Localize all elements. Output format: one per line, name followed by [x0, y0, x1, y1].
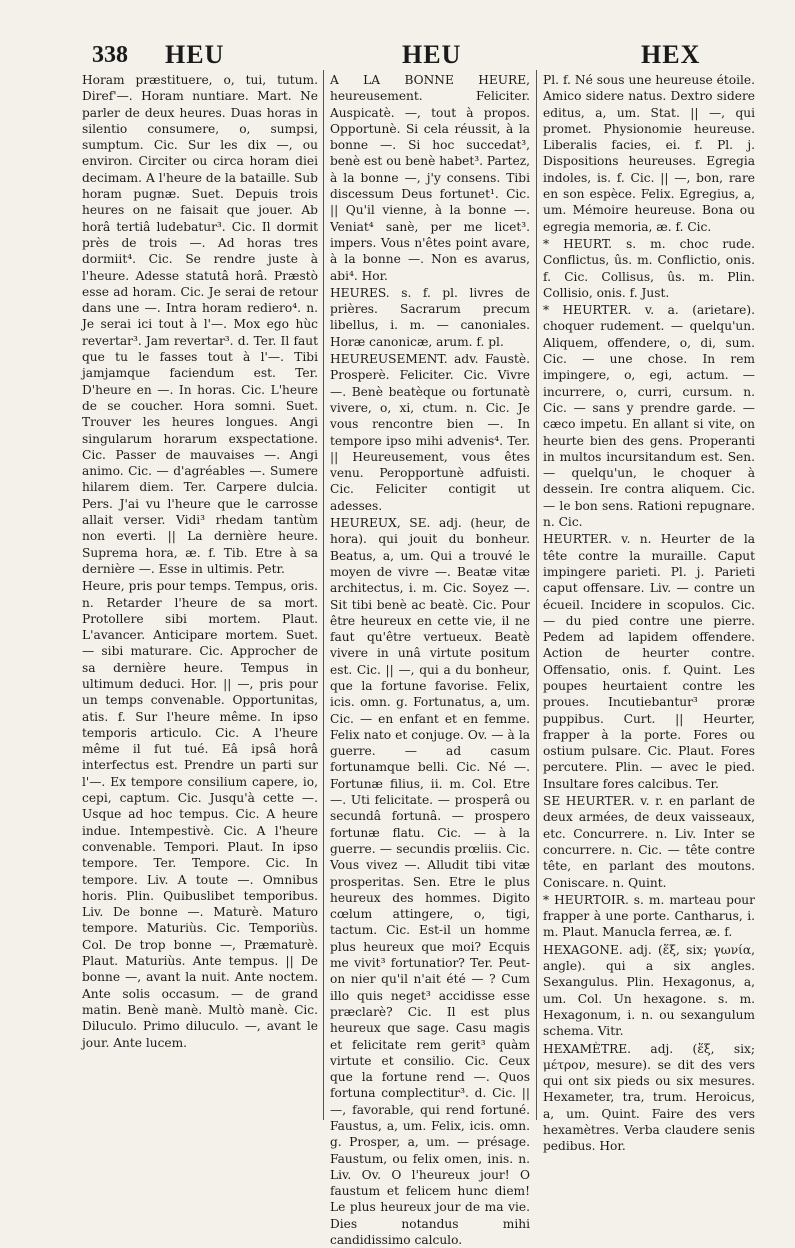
- entry-heureux: HEUREUX, SE. adj. (heur, de hora). qui jouit du bonheur. Beatus, a, um. Qui a trouvé le moyen de vivre —. Beatæ vitæ architectus, i. m. Cic. Soyez —. Sit tibi benè ac beatè. Cic. Pour être heureux en cette vie, il ne faut qu'être vertueux. Beatè vivere in unâ virtute positum est. Cic. || —, qui a du bonheur, que la fortune favorise. Felix, icis. omn. g. Fortunatus, a, um. Cic. — en enfant et en femme. Felix nato et conjuge. Ov. — à la guerre. — ad casum fortunamque belli. Cic. Né —. Fortunæ filius, ii. m. Col. Etre —. Uti felicitate. — prosperâ ou secundâ fortunâ. — prospero fortunæ flatu. Cic. — à la guerre. — secundis prœliis. Cic. Vous vivez —. Alludit tibi vitæ prosperitas. Sen. Etre le plus heureux des hommes. Digito cœlum attingere, o, tigi, tactum. Cic. Est-il un homme plus heureux que moi? Ecquis me vivit³ fortunatior? Ter. Peut-on nier qu'il n'ait été — ? Cum illo quis neget³ accidisse esse præclarè? Cic. Il est plus heureux que sage. Casu magis et felicitate rem gerit³ quàm virtute et consilio. Cic. Ceux que la fortune rend —. Quos fortuna complectitur³. d. Cic. || —, favorable, qui rend fortuné. Faustus, a, um. Felix, icis. omn. g. Prosper, a, um. — présage. Faustum, ou felix omen, inis. n. Liv. Ov. O l'heureux jour! O faustum et felicem hunc diem! Le plus heureux jour de ma vie. Dies notandus mihi candidissimo calculo.: [330, 516, 530, 1248]
- column-rule-2: [536, 70, 537, 1120]
- entry-heures: HEURES. s. f. pl. livres de prières. Sacrarum precum libellus, i. m. — canoniales. Horæ canonicæ, arum. f. pl.: [330, 285, 530, 349]
- entry-heurt: * HEURT. s. m. choc rude. Conflictus, ûs. m. Conflictio, onis. f. Cic. Collisus, ûs. m. Plin. Collisio, onis. f. Just.: [543, 236, 755, 300]
- entry-hexagone: HEXAGONE. adj. (ἕξ, six; γωνία, angle). qui a six angles. Sexangulus. Plin. Hexagonus, a, um. Col. Un hexagone. s. m. Hexagonum, i. n. ou sexangulum schema. Vitr.: [543, 942, 755, 1039]
- column-2: [330, 72, 530, 1248]
- column-rule-1: [323, 70, 324, 1120]
- entry-heurter-va: * HEURTER. v. a. (arietare). choquer rudement. — quelqu'un. Aliquem, offendere, o, di, sum. Cic. — une chose. In rem impingere, o, egi, actum. — incurrere, o, curri, cursum. n. Cic. — sans y prendre garde. — cæco impetu. En allant si vite, on heurte bien des gens. Properanti in multos incursitandum est. Sen. — quelqu'un, le choquer à dessein. Ire contra aliquem. Cic. — le bon sens. Rationi repugnare. n. Cic.: [543, 303, 755, 530]
- entry-heureusement: HEUREUSEMENT. adv. Faustè. Prosperè. Feliciter. Cic. Vivre —. Benè beatèque ou fortunatè vivere, o, xi, ctum. n. Cic. Je vous rencontre bien —. In tempore ipso mihi advenis⁴. Ter. || Heureusement, vous êtes venu. Peropportunè adfuisti. Cic. Feliciter contigit ut adesses.: [330, 352, 530, 513]
- entry-heureux-continued: Pl. f. Né sous une heureuse étoile. Amico sidere natus. Dextro sidere editus, a, um. Stat. || —, qui promet. Physionomie heureuse. Liberalis facies, ei. f. Pl. j. Dispositions heureuses. Egregia indoles, is. f. Cic. || —, bon, rare en son espèce. Felix. Egregius, a, um. Mémoire heureuse. Bona ou egregia memoria, æ. f. Cic.: [543, 73, 755, 234]
- entry-heure-temps: Heure, pris pour temps. Tempus, oris. n. Retarder l'heure de sa mort. Protollere sibi mortem. Plaut. L'avancer. Anticipare mortem. Suet. — sibi maturare. Cic. Approcher de sa dernière heure. Tempus in ultimum deduci. Hor. || —, pris pour un temps convenable. Opportunitas, atis. f. Sur l'heure même. In ipso temporis articulo. Cic. A l'heure même il fut tué. Eâ ipsâ horâ interfectus est. Prendre un parti sur l'—. Ex tempore consilium capere, io, cepi, captum. Cic. Jusqu'à cette —. Usque ad hoc tempus. Cic. A heure indue. Intempestivè. Cic. A l'heure convenable. Tempori. Plaut. In ipso tempore. Ter. Tempore. Cic. In tempore. Liv. A toute —. Omnibus horis. Plin. Quibuslibet temporibus. Liv. De bonne —. Maturè. Maturo tempore. Maturiùs. Cic. Temporiùs. Col. De trop bonne —, Præmaturè. Plaut. Maturiùs. Ante tempus. || De bonne —, avant la nuit. Ante noctem. Ante solis occasum. — de grand matin. Benè manè. Multò manè. Cic. Diluculo. Primo diluculo. —, avant le jour. Ante lucem.: [82, 579, 318, 1050]
- entry-heure-continued: Horam præstituere, o, tui, tutum. Diref'—. Horam nuntiare. Mart. Ne parler de deux heures. Duas horas in silentio consumere, o, sumpsi, sumptum. Cic. Sur les dix —, ou environ. Circiter ou circa horam diei decimam. A l'heure de la bataille. Sub horam pugnæ. Suet. Depuis trois heures on ne faisait que jouer. Ab horâ tertiâ ludebatur³. Cic. Il dormit près de trois —. Ad horas tres dormiit⁴. Cic. Se rendre juste à l'heure. Adesse statutâ horâ. Præstò esse ad horam. Cic. Je serai de retour dans une —. Intra horam rediero⁴. n. Je serai ici tout à l'—. Mox ego hùc revertar³. Jam revertar³. d. Ter. Il faut que tu le fasses tout à l'—. Tibi jamjamque faciendum est. Ter. D'heure en —. In horas. Cic. L'heure de se coucher. Hora somni. Suet. Trouver les heures longues. Angi singularum horarum exspectatione. Cic. Passer de mauvaises —. Angi animo. Cic. — d'agréables —. Sumere hilarem diem. Ter. Carpere dulcia. Pers. J'ai vu l'heure que le carrosse allait verser. Vidi³ rhedam tantùm non everti. || La dernière heure. Suprema hora, æ. f. Tib. Etre à sa dernière —. Esse in ultimis. Petr.: [82, 73, 318, 576]
- guide-word-center: HEU: [402, 40, 462, 69]
- running-header: [0, 30, 795, 70]
- guide-word-right: HEX: [641, 40, 701, 69]
- column-1: [82, 72, 318, 1051]
- entry-hexametre: HEXAMÈTRE. adj. (ἕξ, six; μέτρον, mesure). se dit des vers qui ont six pieds ou six mesures. Hexameter, tra, trum. Heroicus, a, um. Quint. Faire des vers hexamètres. Verba claudere senis pedibus. Hor.: [543, 1041, 755, 1154]
- column-3: [543, 72, 755, 1155]
- entry-heurtoir: * HEURTOIR. s. m. marteau pour frapper à une porte. Cantharus, i. m. Plaut. Manucla ferrea, æ. f.: [543, 892, 755, 940]
- entry-se-heurter: SE HEURTER. v. r. en parlant de deux armées, de deux vaisseaux, etc. Concurrere. n. Liv. Inter se concurrere. n. Cic. — tête contre tête, en parlant des moutons. Coniscare. n. Quint.: [543, 794, 755, 890]
- guide-word-left: HEU: [165, 40, 225, 69]
- page-number: 338: [92, 42, 128, 68]
- entry-heurter-vn: HEURTER. v. n. Heurter de la tête contre la muraille. Caput impingere parieti. Pl. j. Parieti caput offensare. Liv. — contre un écueil. Incidere in scopulos. Cic. — du pied contre une pierre. Pedem ad lapidem offendere. Action de heurter contre. Offensatio, onis. f. Quint. Les poupes heurtaient contre les proues. Incutiebantur³ proræ puppibus. Curt. || Heurter, frapper à la porte. Fores ou ostium pulsare. Cic. Plaut. Fores percutere. Plin. — avec le pied. Insultare fores calcibus. Ter.: [543, 532, 755, 791]
- entry-a-la-bonne-heure: A LA BONNE HEURE, heureusement. Feliciter. Auspicatè. —, tout à propos. Opportunè. Si cela réussit, à la bonne —. Si hoc succedat³, benè est ou benè habet³. Partez, à la bonne —, j'y consens. Tibi discessum Deus fortunet¹. Cic. || Qu'il vienne, à la bonne —. Veniat⁴ sanè, per me licet³. impers. Vous n'êtes point avare, à la bonne —. Non es avarus, abi⁴. Hor.: [330, 73, 531, 283]
